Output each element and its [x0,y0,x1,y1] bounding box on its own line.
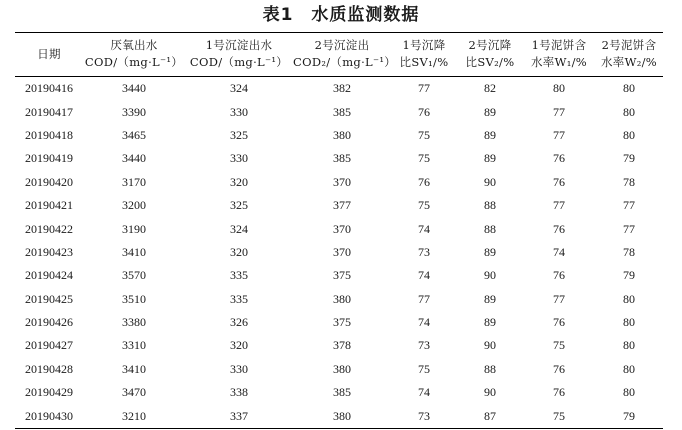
table-row [15,100,663,123]
tank2-sv-cell: 89 [484,315,496,330]
anaerobic-cod-cell: 3200 [122,198,146,213]
tank2-sv-cell: 89 [484,127,496,142]
tank2-sv-cell: 90 [484,385,496,400]
tank1-sv-cell: 74 [418,268,430,283]
tank1-sv-cell: 74 [418,315,430,330]
anaerobic-cod-cell: 3570 [122,268,146,283]
header-line-2: COD/（mg·L⁻¹） [84,55,184,69]
tank1-sv-cell: 75 [418,361,430,376]
anaerobic-cod-cell: 3440 [122,151,146,166]
table-row [15,334,663,357]
tank1-sv-cell: 75 [418,127,430,142]
tank2-cod-cell: 377 [333,198,351,213]
cake2-moisture-cell: 80 [623,127,635,142]
header-line-2: 比SV₁/% [399,55,449,69]
tank2-sv-cell: 88 [484,198,496,213]
tank2-sv-cell: 89 [484,104,496,119]
header-line-2: 水率W₂/% [600,55,658,69]
tank2-cod-cell: 380 [333,291,351,306]
tank1-cod-cell: 335 [230,291,248,306]
anaerobic-cod-cell: 3470 [122,385,146,400]
table-row [15,194,663,217]
header-line-1: 2号沉降 [468,38,512,52]
cake2-moisture-cell: 80 [623,291,635,306]
header-line-1: 1号沉淀出水 [205,38,273,52]
table-row [15,404,663,428]
header-line-1: 1号泥饼含 [531,38,587,52]
anaerobic-cod-cell: 3170 [122,174,146,189]
cake1-moisture-cell: 76 [553,174,565,189]
table-row [15,241,663,264]
table-row [15,288,663,311]
tank1-sv-cell: 73 [418,338,430,353]
tank2-cod-cell: 375 [333,315,351,330]
cake2-moisture-cell: 79 [595,404,663,428]
tank1-cod-header [185,33,293,77]
date-cell: 20190419 [25,151,73,166]
anaerobic-cod-cell: 3390 [122,104,146,119]
cake1-moisture-cell: 77 [553,291,565,306]
tank2-cod-cell: 378 [333,338,351,353]
tank2-cod-cell: 380 [333,127,351,142]
tank1-cod-cell: 330 [230,151,248,166]
cake1-moisture-cell: 75 [523,404,595,428]
tank2-cod-header [293,33,397,77]
table-row [15,124,663,147]
cake1-moisture-cell: 77 [553,198,565,213]
cake1-moisture-cell: 76 [553,385,565,400]
tank1-sv-cell: 76 [418,104,430,119]
date-cell: 20190430 [15,404,83,428]
anaerobic-cod-cell: 3440 [122,81,146,96]
cake2-moisture-cell: 77 [623,221,635,236]
tank2-cod-cell: 370 [333,221,351,236]
cake2-moisture-cell: 80 [623,315,635,330]
date-cell: 20190423 [25,244,73,259]
tank2-cod-cell: 385 [333,151,351,166]
cake2-moisture-cell: 80 [623,361,635,376]
header-line-1: 2号泥饼含 [601,38,657,52]
tank2-cod-cell: 385 [333,385,351,400]
table-row [15,358,663,381]
table-number: 表1 [262,5,294,25]
cake1-moisture-cell: 77 [553,104,565,119]
tank2-sv-cell: 89 [484,244,496,259]
header-line-1: 2号沉淀出 [314,38,370,52]
table-header [15,33,663,77]
table-body [15,77,663,429]
anaerobic-cod-cell: 3510 [122,291,146,306]
tank2-cod-cell: 380 [293,404,391,428]
anaerobic-cod-cell: 3210 [83,404,185,428]
tank1-sv-cell: 74 [418,221,430,236]
tank1-cod-cell: 320 [230,244,248,259]
tank1-cod-cell: 337 [185,404,293,428]
tank2-sv-cell: 88 [484,221,496,236]
cake2-moisture-cell: 79 [623,268,635,283]
cake1-moisture-cell: 76 [553,151,565,166]
tank1-sv-cell: 75 [418,151,430,166]
cake1-moisture-cell: 76 [553,361,565,376]
date-cell: 20190418 [25,127,73,142]
cake2-moisture-cell: 78 [623,244,635,259]
table-row [15,217,663,240]
header-row [15,33,663,77]
date-cell: 20190421 [25,198,73,213]
anaerobic-cod-cell: 3380 [122,315,146,330]
table-row [15,171,663,194]
date-cell: 20190429 [25,385,73,400]
anaerobic-cod-cell: 3410 [122,244,146,259]
cake1-moisture-cell: 74 [553,244,565,259]
tank1-sv-cell: 77 [418,291,430,306]
tank1-cod-cell: 330 [230,361,248,376]
cake2-moisture-cell: 80 [623,81,635,96]
tank1-sv-cell: 76 [418,174,430,189]
tank2-sv-cell: 87 [457,404,523,428]
header-line-1: 日期 [37,46,61,61]
header-line-1: 1号沉降 [402,38,446,52]
tank1-sv-header [391,33,457,77]
anaerobic-cod-cell: 3310 [122,338,146,353]
date-cell: 20190417 [25,104,73,119]
tank1-cod-cell: 326 [230,315,248,330]
date-cell: 20190425 [25,291,73,306]
tank2-cod-cell: 370 [333,174,351,189]
tank1-sv-cell: 77 [418,81,430,96]
cake2-moisture-cell: 78 [623,174,635,189]
cake1-moisture-cell: 80 [553,81,565,96]
header-line-2: 水率W₁/% [530,55,588,69]
cake1-moisture-cell: 76 [553,268,565,283]
date-cell: 20190427 [25,338,73,353]
cake1-moisture-cell: 77 [553,127,565,142]
tank1-cod-cell: 338 [230,385,248,400]
tank2-cod-cell: 382 [333,81,351,96]
anaerobic-cod-cell: 3410 [122,361,146,376]
cake2-moisture-cell: 77 [623,198,635,213]
date-cell: 20190424 [25,268,73,283]
tank1-sv-cell: 73 [418,244,430,259]
table-caption [0,2,682,28]
tank2-sv-cell: 90 [484,174,496,189]
tank1-cod-cell: 320 [230,174,248,189]
tank1-cod-cell: 335 [230,268,248,283]
header-line-2: COD/（mg·L⁻¹） [189,55,289,69]
table-row [15,381,663,404]
anaerobic-cod-cell: 3465 [122,127,146,142]
tank2-cod-cell: 370 [333,244,351,259]
header-line-2: 比SV₂/% [465,55,515,69]
table-title: 水质监测数据 [311,5,420,25]
anaerobic-cod-cell: 3190 [122,221,146,236]
date-cell: 20190426 [25,315,73,330]
tank1-cod-cell: 325 [230,198,248,213]
anaerobic-cod-header [83,33,185,77]
table-row [15,311,663,334]
tank1-cod-cell: 325 [230,127,248,142]
tank2-cod-cell: 385 [333,104,351,119]
tank1-sv-cell: 74 [418,385,430,400]
header-line-1: 厌氧出水 [110,38,158,52]
tank1-cod-cell: 324 [230,81,248,96]
cake2-moisture-cell: 80 [623,104,635,119]
tank1-cod-cell: 320 [230,338,248,353]
tank1-sv-cell: 75 [418,198,430,213]
tank2-cod-cell: 380 [333,361,351,376]
tank2-sv-cell: 89 [484,151,496,166]
tank2-sv-cell: 82 [484,81,496,96]
cake1-moisture-cell: 76 [553,315,565,330]
date-header [15,33,83,77]
tank2-sv-cell: 90 [484,268,496,283]
table-row [15,77,663,101]
tank1-cod-cell: 324 [230,221,248,236]
tank1-sv-cell: 73 [391,404,457,428]
cake1-moisture-cell: 75 [553,338,565,353]
table-row [15,264,663,287]
tank1-cod-cell: 330 [230,104,248,119]
cake2-moisture-header [595,33,663,77]
cake2-moisture-cell: 79 [623,151,635,166]
tank2-sv-cell: 89 [484,291,496,306]
table-row [15,147,663,170]
header-line-2: COD₂/（mg·L⁻¹） [293,55,397,69]
cake2-moisture-cell: 80 [623,385,635,400]
water-quality-table [15,32,663,429]
date-cell: 20190420 [25,174,73,189]
date-cell: 20190428 [25,361,73,376]
cake2-moisture-cell: 80 [623,338,635,353]
cake1-moisture-cell: 76 [553,221,565,236]
cake1-moisture-header [523,33,595,77]
tank2-sv-cell: 90 [484,338,496,353]
tank2-sv-cell: 88 [484,361,496,376]
date-cell: 20190416 [25,81,73,96]
tank2-cod-cell: 375 [333,268,351,283]
date-cell: 20190422 [25,221,73,236]
tank2-sv-header [457,33,523,77]
